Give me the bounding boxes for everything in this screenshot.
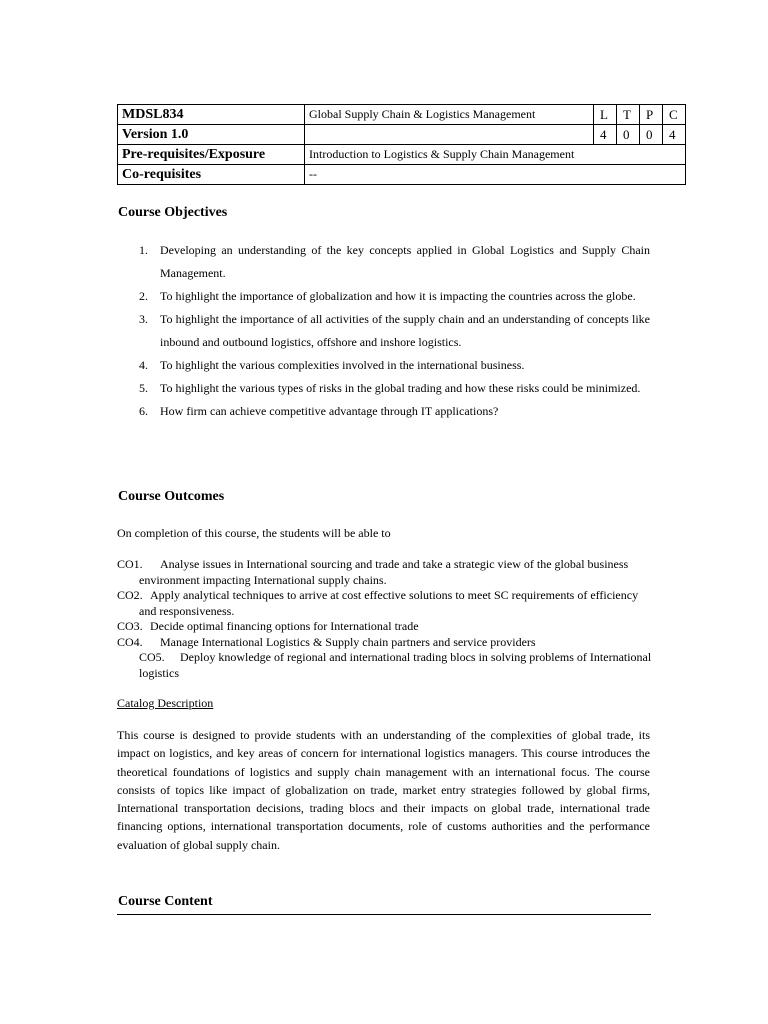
objective-text: To highlight the various types of risks in the global trading and how these risks could be minimized.	[160, 381, 641, 395]
objective-number: 1.	[139, 243, 148, 257]
ltpc-header-c: C	[663, 105, 686, 125]
outcome-item	[117, 557, 657, 588]
version-label: Version 1.0	[118, 125, 305, 145]
section-divider	[117, 914, 651, 915]
objective-number: 3.	[139, 312, 148, 326]
objective-text: Developing an understanding of the key concepts applied in Global Logistics and Supply Chain Management.	[160, 243, 650, 280]
objective-text: To highlight the importance of all activities of the supply chain and an understanding of concepts like inbound and outbound logistics, offshore and inshore logistics.	[160, 312, 650, 349]
ltpc-header-p: P	[640, 105, 663, 125]
catalog-heading: Catalog Description	[117, 696, 214, 710]
outcome-code: CO2.	[117, 588, 143, 602]
objective-item	[117, 377, 650, 400]
outcome-text: Manage International Logistics & Supply chain partners and service providers	[160, 634, 536, 649]
objective-item	[117, 285, 650, 308]
content-heading: Course Content	[118, 894, 213, 909]
course-info-table	[117, 104, 686, 185]
outcome-code: CO3.	[117, 619, 143, 633]
prereq-value: Introduction to Logistics & Supply Chain Management	[305, 145, 686, 165]
ltpc-header-l: L	[594, 105, 617, 125]
course-code: MDSL834	[118, 105, 305, 125]
objective-item	[117, 400, 650, 423]
coreq-value: --	[305, 165, 686, 185]
outcomes-intro: On completion of this course, the students will be able to	[117, 526, 391, 540]
outcome-text: Apply analytical techniques to arrive at cost effective solutions to meet SC requirements of efficiency and responsiveness.	[139, 588, 639, 618]
coreq-row	[118, 165, 686, 185]
objective-text: How firm can achieve competitive advantage through IT applications?	[160, 404, 499, 418]
course-code-row	[118, 105, 686, 125]
objective-text: To highlight the various complexities involved in the international business.	[160, 358, 525, 372]
ltpc-value-p: 0	[640, 125, 663, 145]
outcome-item	[117, 588, 657, 619]
objective-item	[117, 308, 650, 354]
outcomes-heading: Course Outcomes	[118, 489, 225, 504]
outcome-text: Analyse issues in International sourcing and trade and take a strategic view of the global business environment impacting International supply chains.	[139, 557, 629, 587]
version-empty-cell	[305, 125, 594, 145]
outcome-text: Decide optimal financing options for International trade	[150, 619, 419, 633]
objective-number: 5.	[139, 381, 148, 395]
ltpc-header-t: T	[617, 105, 640, 125]
outcome-text: Deploy knowledge of regional and international trading blocs in solving problems of International logistics	[139, 650, 652, 680]
coreq-label: Co-requisites	[118, 165, 305, 185]
objective-number: 2.	[139, 289, 148, 303]
objectives-heading: Course Objectives	[118, 205, 228, 220]
outcome-item	[117, 650, 657, 681]
objective-item	[117, 239, 650, 285]
objectives-list	[117, 239, 650, 423]
ltpc-value-l: 4	[594, 125, 617, 145]
catalog-description: This course is designed to provide students with an understanding of the complexities of global trade, its impact on logistics, and key areas of concern for international logistics managers. This course introduces the theoretical foundations of logistics and supply chain management with an international focus. The course consists of topics like impact of globalization on trade, market entry strategies followed by global firms, International transportation decisions, trading blocs and their impacts on global trade, international trade financing options, international transportation documents, role of customs authorities and the performance evaluation of global supply chain.	[117, 728, 650, 852]
outcomes-list	[117, 557, 657, 681]
ltpc-value-c: 4	[663, 125, 686, 145]
outcome-item	[117, 635, 657, 651]
objective-item	[117, 354, 650, 377]
outcome-code: CO4.	[117, 634, 143, 649]
objective-text: To highlight the importance of globalization and how it is impacting the countries across the globe.	[160, 289, 636, 303]
prereq-label: Pre-requisites/Exposure	[118, 145, 305, 165]
outcome-code: CO5.	[139, 650, 165, 664]
prereq-row	[118, 145, 686, 165]
course-title: Global Supply Chain & Logistics Management	[305, 105, 594, 125]
objective-number: 6.	[139, 404, 148, 418]
outcome-item	[117, 619, 657, 635]
version-row	[118, 125, 686, 145]
objective-number: 4.	[139, 358, 148, 372]
outcome-code: CO1.	[117, 557, 143, 571]
ltpc-value-t: 0	[617, 125, 640, 145]
